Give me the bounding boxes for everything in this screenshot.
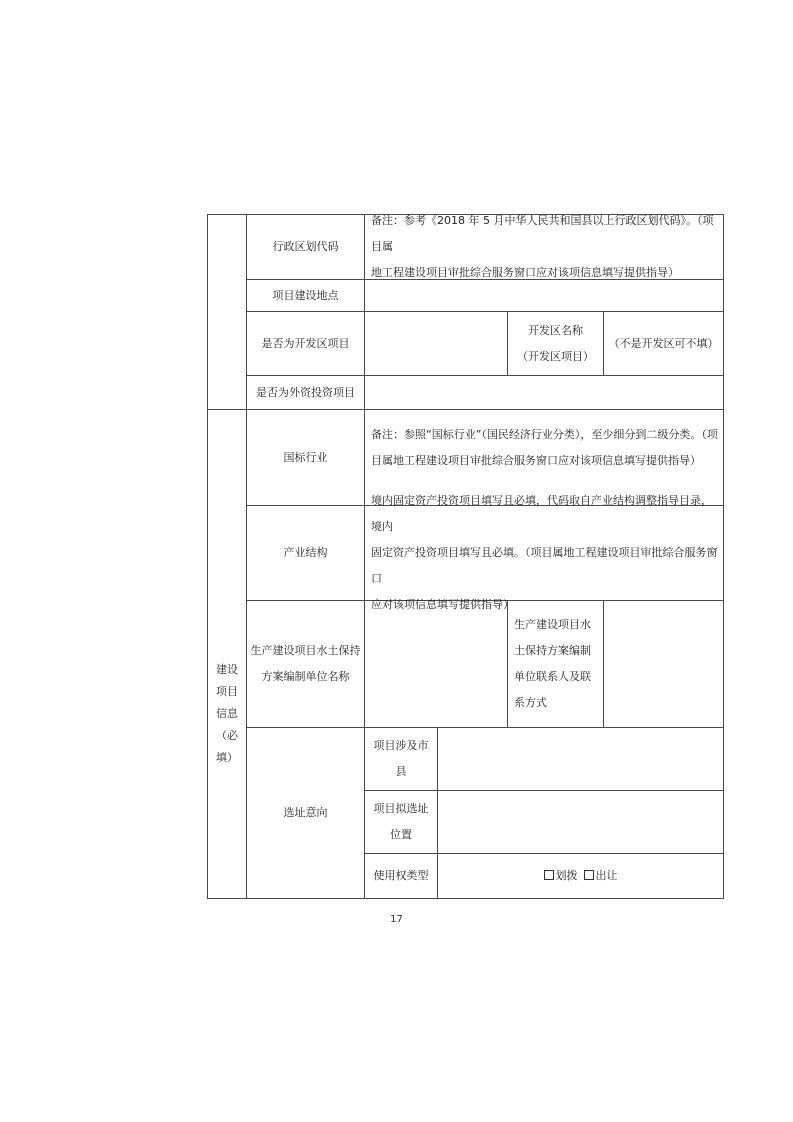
foreign-label: 是否为外资投资项目	[256, 385, 355, 399]
dev-zone-label: 是否为开发区项目	[261, 336, 350, 350]
site-label: 选址意向	[283, 806, 328, 819]
site-city-label-line1: 项目涉及市	[373, 739, 429, 752]
admin-code-note	[365, 215, 723, 279]
structure-label: 产业结构	[283, 546, 328, 559]
page-number: 17	[390, 914, 403, 925]
foreign-field[interactable]	[365, 376, 723, 409]
section-title-line-4: （必	[216, 729, 238, 742]
structure-note	[365, 494, 723, 611]
land-use-options	[438, 854, 723, 898]
structure-note-line2: 固定资产投资项目填写且必填。（项目属地工程建设项目审批综合服务窗口	[371, 546, 718, 585]
allocate-checkbox[interactable]	[544, 870, 554, 880]
land-use-label: 使用权类型	[373, 869, 429, 882]
soil-contact-line-4: 系方式	[514, 696, 547, 709]
section-title-line-3: 信息	[216, 707, 238, 720]
location-field[interactable]	[365, 280, 723, 311]
admin-code-note-line1: 备注：参考《2018 年 5 月中华人民共和国县以上行政区划代码》。（项目属	[371, 214, 714, 253]
soil-unit-field[interactable]	[365, 601, 507, 727]
site-position-label-line2: 位置	[390, 828, 412, 841]
dev-zone-name-label	[508, 312, 603, 375]
admin-code-label: 行政区划代码	[272, 240, 339, 253]
soil-contact-line-1: 生产建设项目水	[514, 618, 591, 631]
location-label: 项目建设地点	[272, 288, 339, 302]
soil-contact-line-3: 单位联系人及联	[514, 670, 591, 683]
site-city-label	[365, 728, 437, 790]
land-use-allocate-option[interactable]	[544, 863, 578, 889]
structure-note-line3: 应对该项信息填写提供指导）	[371, 598, 514, 611]
site-city-label-line2: 县	[395, 765, 407, 778]
industry-note-line2: 目属地工程建设项目审批综合服务窗口应对该项信息填写提供指导）	[371, 453, 701, 467]
soil-unit-label-line2: 方案编制单位名称	[261, 670, 350, 683]
site-position-label	[365, 791, 437, 853]
land-use-transfer-option[interactable]	[584, 863, 618, 889]
dev-zone-name-note: （不是开发区可不填）	[608, 336, 719, 350]
section-title-line-5: 填）	[216, 751, 238, 764]
soil-contact-label	[508, 601, 603, 727]
table-border-right	[723, 214, 724, 899]
table-border-bottom	[207, 898, 724, 899]
section-title	[208, 410, 246, 898]
industry-label: 国标行业	[283, 450, 328, 464]
allocate-label: 划拨	[555, 869, 578, 882]
site-city-field[interactable]	[438, 728, 723, 790]
structure-note-line1: 境内固定资产投资项目填写且必填，代码取自产业结构调整指导目录，境内	[371, 494, 712, 533]
site-position-field[interactable]	[438, 791, 723, 853]
industry-note-line1: 备注：参照“国标行业”（国民经济行业分类），至少细分到二级分类。（项	[371, 427, 718, 441]
admin-code-note-line2: 地工程建设项目审批综合服务窗口应对该项信息填写提供指导）	[371, 266, 679, 279]
transfer-label: 出让	[595, 869, 618, 882]
dev-zone-name-label-line2: （开发区项目）	[517, 349, 594, 363]
transfer-checkbox[interactable]	[584, 870, 594, 880]
dev-zone-field[interactable]	[365, 312, 507, 375]
soil-contact-field[interactable]	[604, 601, 723, 727]
section-title-line-2: 项目	[216, 685, 238, 698]
soil-contact-line-2: 土保持方案编制	[514, 644, 591, 657]
dev-zone-name-label-line1: 开发区名称	[528, 323, 583, 337]
soil-unit-label	[247, 601, 364, 727]
site-position-label-line1: 项目拟选址	[373, 802, 429, 815]
section-title-line-1: 建设	[216, 663, 238, 676]
soil-unit-label-line1: 生产建设项目水土保持	[250, 644, 361, 657]
